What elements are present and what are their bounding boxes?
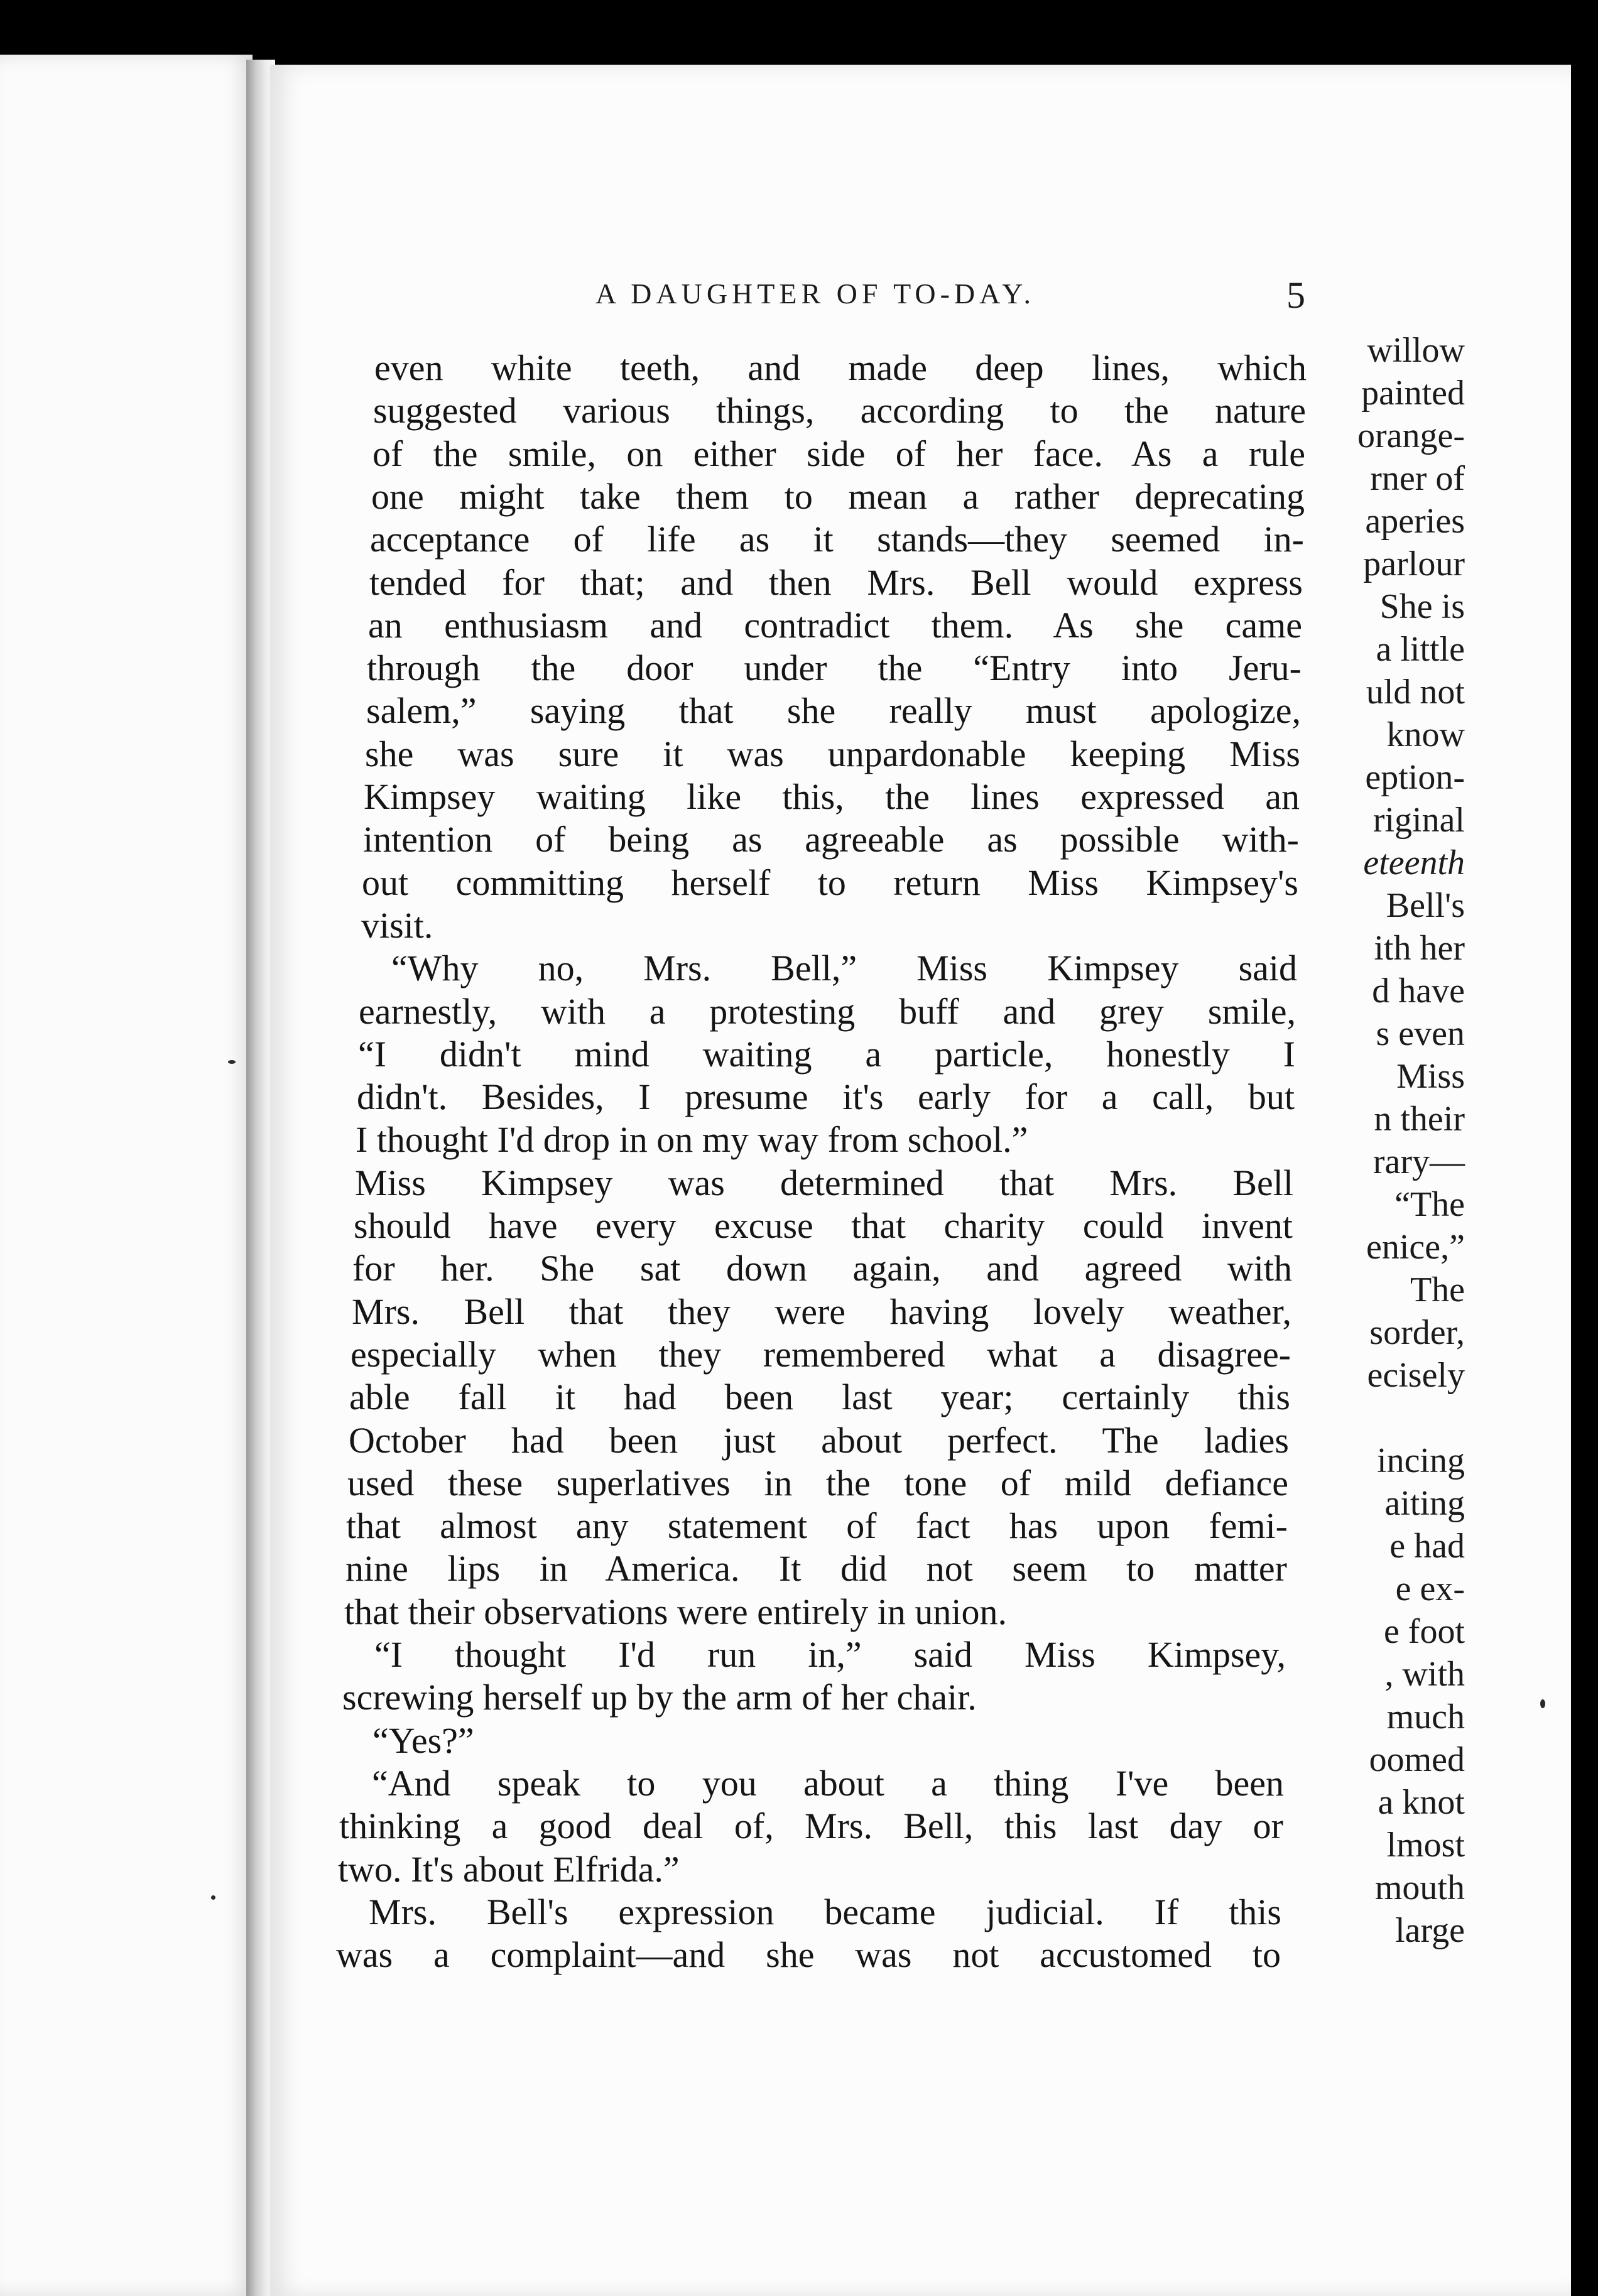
body-text-line: of the smile, on either side of her face. As a rule bbox=[372, 433, 1305, 474]
left-page-line: s even bbox=[1376, 1014, 1465, 1053]
body-text-line: intention of being as agreeable as possible with- bbox=[363, 819, 1299, 860]
left-page bbox=[0, 55, 253, 2296]
running-head: A DAUGHTER OF TO-DAY. bbox=[595, 278, 1035, 310]
left-page-line: large bbox=[1395, 1911, 1465, 1950]
margin-mark bbox=[1540, 1699, 1545, 1708]
left-page-line: riginal bbox=[1372, 801, 1465, 840]
body-text-line: “Why no, Mrs. Bell,” Miss Kimpsey said bbox=[391, 948, 1297, 989]
left-page-line: e had bbox=[1389, 1527, 1465, 1566]
left-page-line: uld not bbox=[1366, 673, 1465, 712]
body-text-line: out committing herself to return Miss Kimpsey's bbox=[362, 862, 1298, 903]
body-text-line: she was sure it was unpardonable keeping Miss bbox=[365, 733, 1300, 774]
body-text-line: used these superlatives in the tone of mild defiance bbox=[347, 1462, 1288, 1503]
left-page-line: rary— bbox=[1372, 1142, 1465, 1181]
left-page-line: ecisely bbox=[1367, 1356, 1465, 1395]
left-page-line: aiting bbox=[1384, 1484, 1465, 1523]
body-text-line: didn't. Besides, I presume it's early for a call, but bbox=[357, 1076, 1295, 1118]
body-text-line: through the door under the “Entry into Jeru- bbox=[367, 647, 1302, 689]
left-page-line: ith her bbox=[1374, 929, 1465, 968]
margin-mark bbox=[211, 1895, 215, 1900]
left-page-line: e foot bbox=[1383, 1612, 1465, 1651]
left-page-line: Bell's bbox=[1386, 886, 1465, 925]
left-page-line: The bbox=[1410, 1270, 1465, 1309]
left-page-line: willow bbox=[1367, 331, 1465, 370]
left-page-line: , with bbox=[1384, 1655, 1465, 1694]
body-text-line: was a complaint—and she was not accustomed to bbox=[336, 1934, 1281, 1976]
body-text-line: nine lips in America. It did not seem to matter bbox=[345, 1548, 1287, 1589]
body-text-line: acceptance of life as it stands—they seemed in- bbox=[370, 519, 1304, 560]
body-text-line: especially when they remembered what a disagree- bbox=[351, 1333, 1291, 1375]
left-page-line: d have bbox=[1372, 972, 1465, 1010]
body-text-line: thinking a good deal of, Mrs. Bell, this last day or bbox=[339, 1806, 1283, 1847]
body-text-line: an enthusiasm and contradict them. As she came bbox=[368, 604, 1302, 646]
left-page-line: n their bbox=[1374, 1100, 1465, 1139]
body-text-line: “Yes?” bbox=[372, 1719, 474, 1761]
body-text-line: Mrs. Bell's expression became judicial. If this bbox=[369, 1891, 1281, 1932]
body-text-line: Mrs. Bell that they were having lovely weather, bbox=[352, 1291, 1291, 1332]
left-page-line: eption- bbox=[1365, 758, 1465, 797]
body-text-line: screwing herself up by the arm of her chair. bbox=[342, 1677, 977, 1718]
body-text-line: “I didn't mind waiting a particle, honestly I bbox=[358, 1033, 1295, 1075]
left-page-line: parlour bbox=[1363, 544, 1465, 583]
page-number: 5 bbox=[1286, 274, 1305, 316]
left-page-line: rner of bbox=[1370, 459, 1465, 498]
body-text-line: suggested various things, according to the nature bbox=[373, 390, 1306, 431]
left-page-line: “The bbox=[1394, 1185, 1465, 1224]
left-page-line: know bbox=[1386, 715, 1465, 754]
left-page-line: much bbox=[1386, 1698, 1465, 1736]
body-text-line: two. It's about Elfrida.” bbox=[338, 1848, 680, 1890]
body-text-line: should have every excuse that charity could invent bbox=[354, 1205, 1293, 1246]
body-text-line: that their observations were entirely in union. bbox=[344, 1591, 1007, 1632]
body-text-line: for her. She sat down again, and agreed with bbox=[352, 1248, 1292, 1289]
body-text-line: able fall it had been last year; certainly this bbox=[349, 1377, 1290, 1418]
left-page-line: She is bbox=[1379, 587, 1465, 626]
left-page-line: aperies bbox=[1365, 502, 1465, 541]
body-text-line: “I thought I'd run in,” said Miss Kimpsey, bbox=[374, 1634, 1286, 1675]
left-page-line: mouth bbox=[1374, 1868, 1465, 1907]
body-text-line: that almost any statement of fact has upon femi- bbox=[346, 1505, 1288, 1547]
body-text-line: Kimpsey waiting like this, the lines expressed an bbox=[364, 776, 1300, 817]
left-page-line: orange- bbox=[1357, 416, 1465, 455]
body-text-line: Miss Kimpsey was determined that Mrs. Bell bbox=[355, 1162, 1293, 1203]
left-page-line: incing bbox=[1377, 1441, 1465, 1480]
left-page-line: sorder, bbox=[1369, 1313, 1465, 1352]
left-page-line: e ex- bbox=[1395, 1569, 1465, 1608]
body-text-line: even white teeth, and made deep lines, which bbox=[374, 347, 1307, 388]
body-text-line: I thought I'd drop in on my way from school.” bbox=[356, 1119, 1028, 1161]
left-page-line: Miss bbox=[1396, 1057, 1465, 1096]
body-text-line: tended for that; and then Mrs. Bell would express bbox=[369, 561, 1303, 603]
body-text-line: visit. bbox=[361, 904, 433, 946]
left-page-line: lmost bbox=[1386, 1826, 1465, 1865]
left-page-line: painted bbox=[1361, 374, 1465, 413]
left-page-line: oomed bbox=[1369, 1740, 1465, 1779]
left-page-line: eteenth bbox=[1363, 843, 1465, 882]
left-page-line: a knot bbox=[1378, 1783, 1465, 1822]
left-page-line: a little bbox=[1376, 630, 1465, 669]
body-text-line: salem,” saying that she really must apologize, bbox=[366, 690, 1301, 732]
body-text-line: one might take them to mean a rather deprecating bbox=[371, 475, 1305, 517]
body-text-line: October had been just about perfect. The ladies bbox=[349, 1419, 1289, 1461]
left-page-line: enice,” bbox=[1366, 1228, 1465, 1267]
body-text-line: “And speak to you about a thing I've been bbox=[372, 1762, 1284, 1804]
margin-mark bbox=[228, 1060, 236, 1064]
body-text-line: earnestly, with a protesting buff and grey smile, bbox=[359, 990, 1296, 1032]
